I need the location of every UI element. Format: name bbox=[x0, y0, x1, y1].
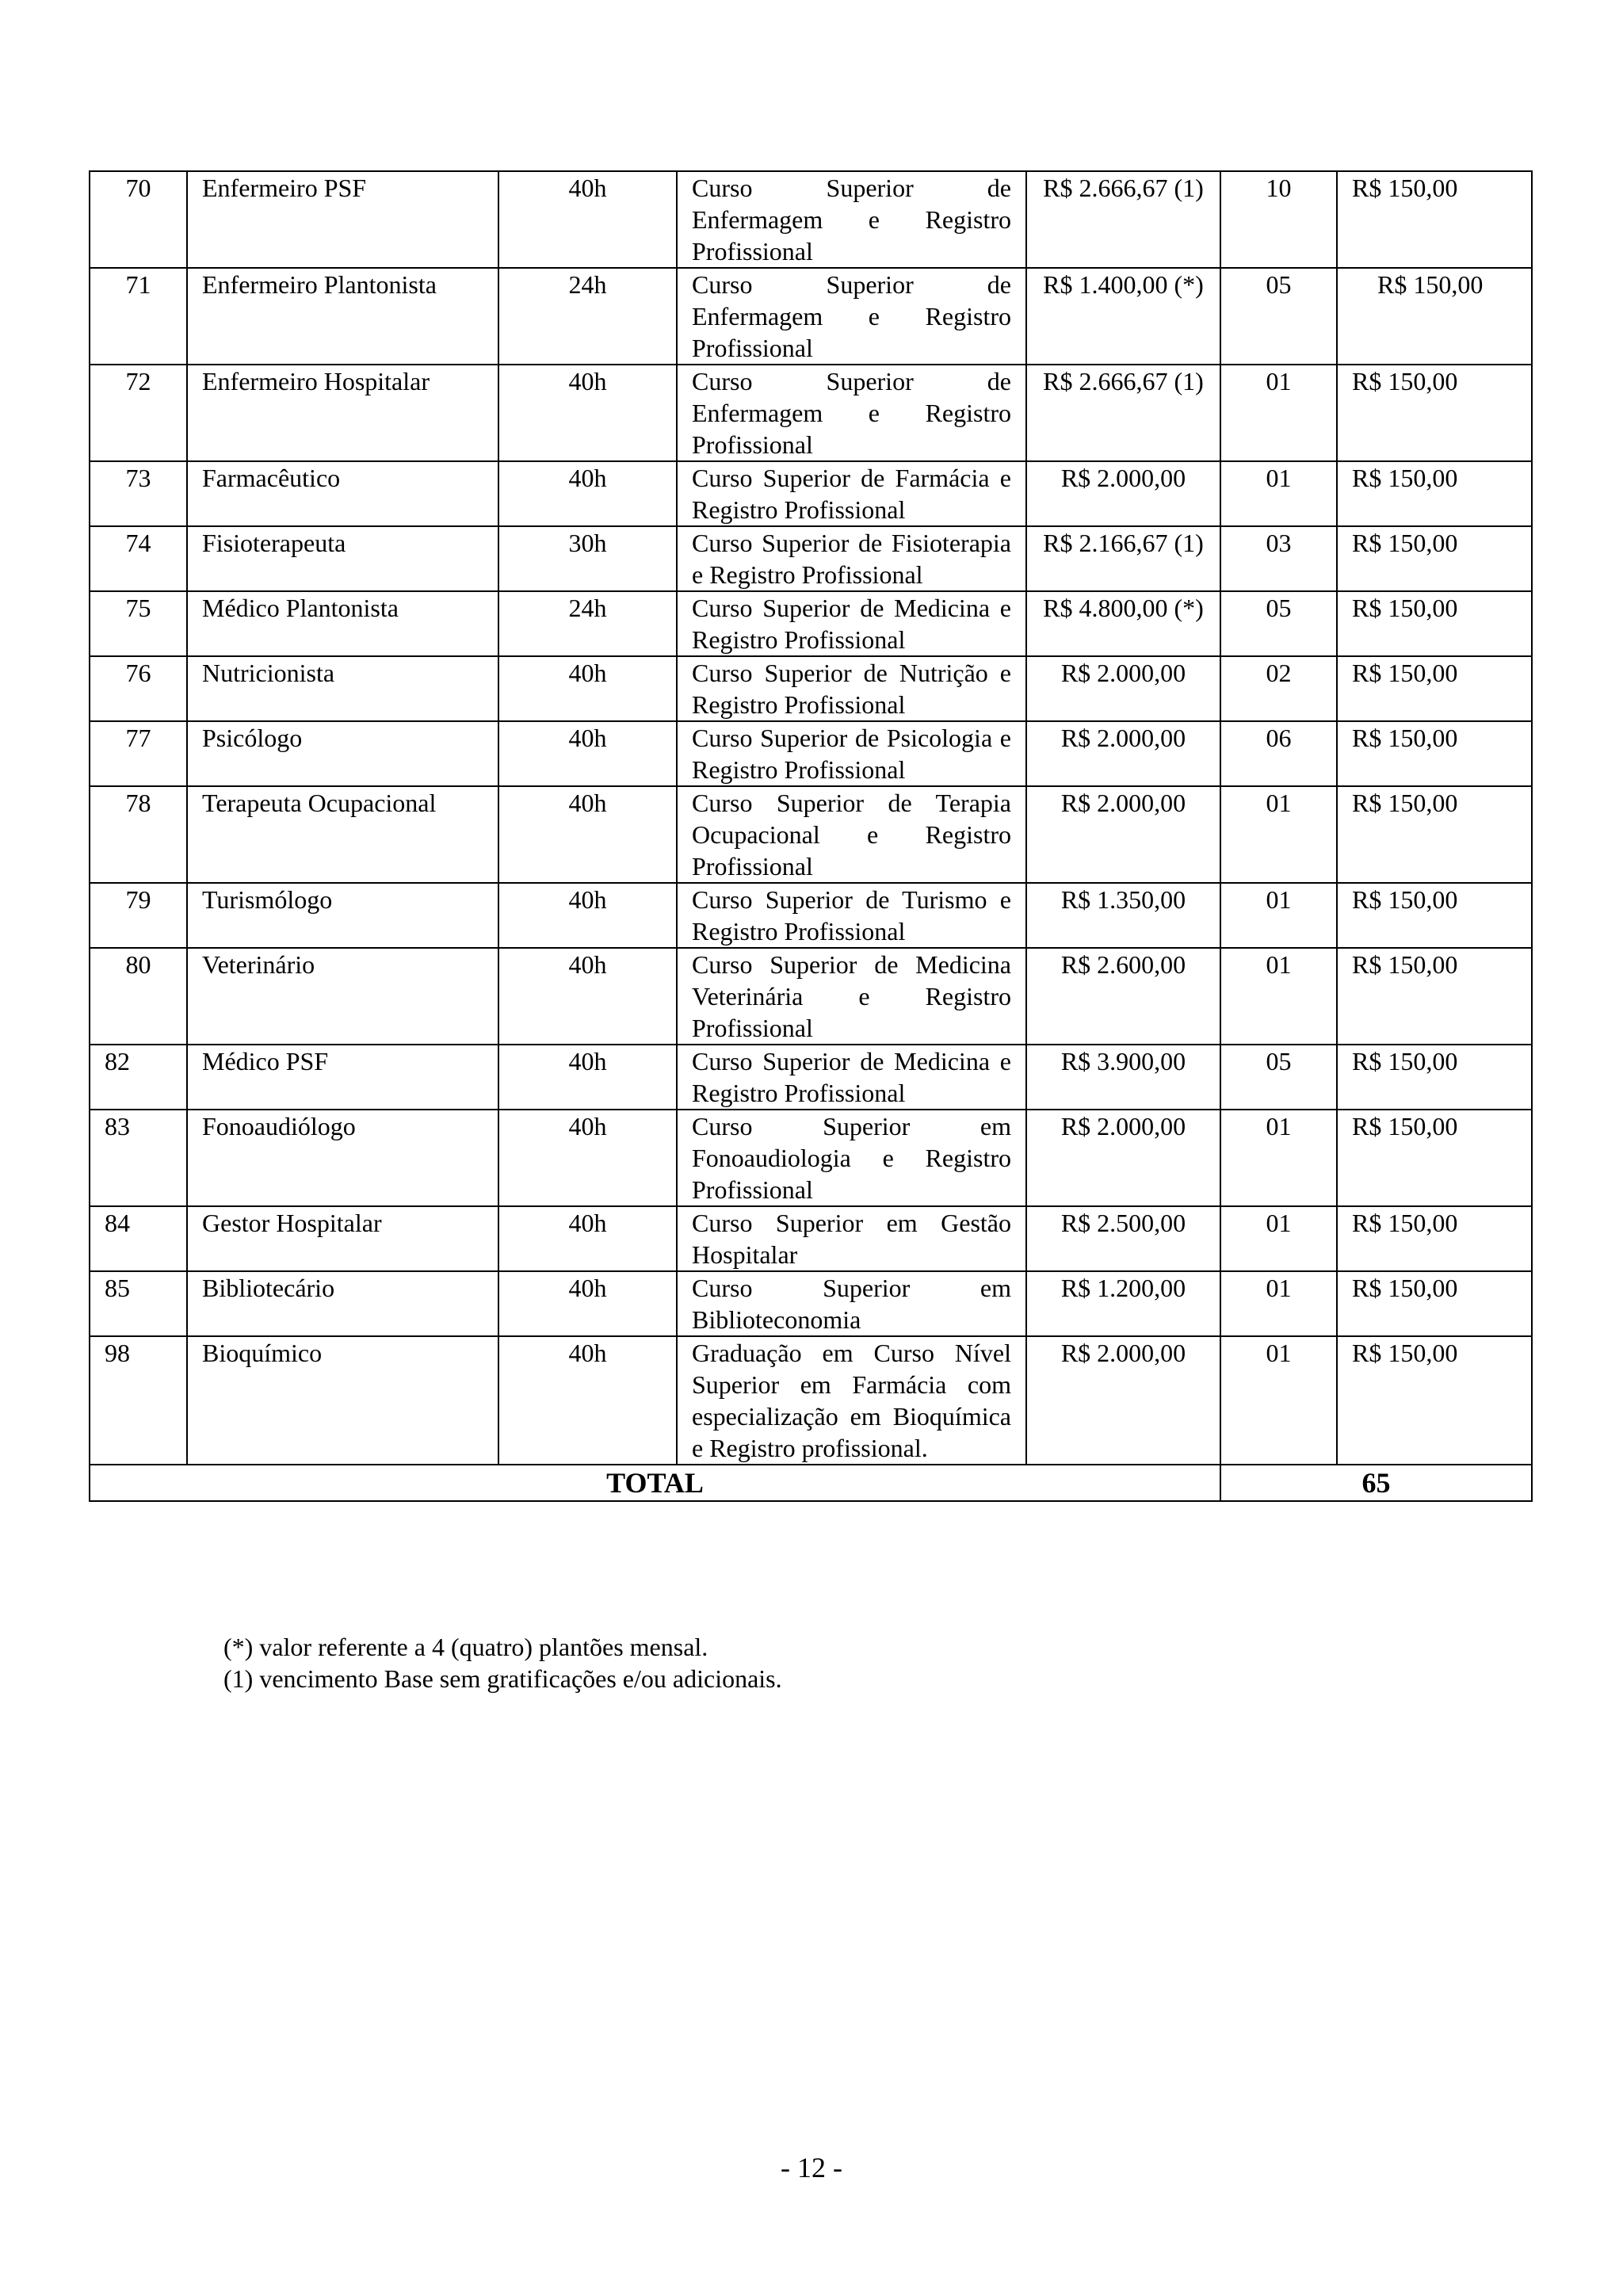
vacancies-cell: 01 bbox=[1220, 365, 1337, 461]
requirement-cell: Curso Superior de Turismo e Registro Profissional bbox=[677, 883, 1026, 948]
positions-table bbox=[89, 170, 1533, 1502]
fee-cell: R$ 150,00 bbox=[1337, 591, 1532, 656]
code-cell: 70 bbox=[90, 171, 187, 268]
fee-cell: R$ 150,00 bbox=[1337, 1045, 1532, 1110]
salary-cell: R$ 2.000,00 bbox=[1026, 461, 1220, 526]
salary-cell: R$ 2.166,67 (1) bbox=[1026, 526, 1220, 591]
role-cell: Enfermeiro PSF bbox=[187, 171, 498, 268]
code-cell: 79 bbox=[90, 883, 187, 948]
footnote-vencimento: (1) vencimento Base sem gratificações e/ou adicionais. bbox=[223, 1664, 782, 1693]
hours-cell: 24h bbox=[498, 591, 677, 656]
requirement-cell: Curso Superior de Medicina e Registro Profissional bbox=[677, 591, 1026, 656]
fee-cell: R$ 150,00 bbox=[1337, 721, 1532, 786]
code-cell: 72 bbox=[90, 365, 187, 461]
requirement-cell: Curso Superior em Fonoaudiologia e Registro Profissional bbox=[677, 1110, 1026, 1206]
salary-cell: R$ 2.600,00 bbox=[1026, 948, 1220, 1045]
hours-cell: 40h bbox=[498, 461, 677, 526]
salary-cell: R$ 4.800,00 (*) bbox=[1026, 591, 1220, 656]
role-cell: Nutricionista bbox=[187, 656, 498, 721]
table-body bbox=[90, 171, 1532, 1501]
fee-cell: R$ 150,00 bbox=[1337, 1336, 1532, 1465]
table-row bbox=[90, 948, 1532, 1045]
fee-cell: R$ 150,00 bbox=[1337, 656, 1532, 721]
hours-cell: 40h bbox=[498, 365, 677, 461]
salary-cell: R$ 2.500,00 bbox=[1026, 1206, 1220, 1271]
vacancies-cell: 10 bbox=[1220, 171, 1337, 268]
requirement-cell: Curso Superior em Biblioteconomia bbox=[677, 1271, 1026, 1336]
fee-cell: R$ 150,00 bbox=[1337, 365, 1532, 461]
fee-cell: R$ 150,00 bbox=[1337, 1206, 1532, 1271]
code-cell: 73 bbox=[90, 461, 187, 526]
total-row bbox=[90, 1465, 1532, 1501]
role-cell: Médico PSF bbox=[187, 1045, 498, 1110]
role-cell: Fisioterapeuta bbox=[187, 526, 498, 591]
table-row bbox=[90, 1271, 1532, 1336]
requirement-cell: Curso Superior de Enfermagem e Registro Profissional bbox=[677, 365, 1026, 461]
total-label: TOTAL bbox=[90, 1465, 1220, 1501]
requirement-cell: Curso Superior de Medicina e Registro Profissional bbox=[677, 1045, 1026, 1110]
requirement-cell: Curso Superior de Farmácia e Registro Profissional bbox=[677, 461, 1026, 526]
vacancies-cell: 05 bbox=[1220, 591, 1337, 656]
footnotes bbox=[223, 1631, 782, 1694]
requirement-cell: Curso Superior de Enfermagem e Registro Profissional bbox=[677, 268, 1026, 365]
hours-cell: 40h bbox=[498, 786, 677, 883]
fee-cell: R$ 150,00 bbox=[1337, 786, 1532, 883]
role-cell: Bioquímico bbox=[187, 1336, 498, 1465]
code-cell: 98 bbox=[90, 1336, 187, 1465]
role-cell: Fonoaudiólogo bbox=[187, 1110, 498, 1206]
vacancies-cell: 01 bbox=[1220, 883, 1337, 948]
table-row bbox=[90, 883, 1532, 948]
table-row bbox=[90, 591, 1532, 656]
table-row bbox=[90, 171, 1532, 268]
table-row bbox=[90, 1206, 1532, 1271]
role-cell: Gestor Hospitalar bbox=[187, 1206, 498, 1271]
code-cell: 85 bbox=[90, 1271, 187, 1336]
hours-cell: 40h bbox=[498, 1045, 677, 1110]
vacancies-cell: 05 bbox=[1220, 1045, 1337, 1110]
salary-cell: R$ 1.350,00 bbox=[1026, 883, 1220, 948]
vacancies-cell: 03 bbox=[1220, 526, 1337, 591]
hours-cell: 40h bbox=[498, 883, 677, 948]
code-cell: 74 bbox=[90, 526, 187, 591]
vacancies-cell: 01 bbox=[1220, 786, 1337, 883]
vacancies-cell: 01 bbox=[1220, 1336, 1337, 1465]
salary-cell: R$ 2.000,00 bbox=[1026, 656, 1220, 721]
hours-cell: 40h bbox=[498, 721, 677, 786]
role-cell: Bibliotecário bbox=[187, 1271, 498, 1336]
vacancies-cell: 01 bbox=[1220, 1110, 1337, 1206]
requirement-cell: Graduação em Curso Nível Superior em Farmácia com especialização em Bioquímica e Registro profissional. bbox=[677, 1336, 1026, 1465]
vacancies-cell: 06 bbox=[1220, 721, 1337, 786]
hours-cell: 30h bbox=[498, 526, 677, 591]
code-cell: 76 bbox=[90, 656, 187, 721]
requirement-cell: Curso Superior em Gestão Hospitalar bbox=[677, 1206, 1026, 1271]
code-cell: 83 bbox=[90, 1110, 187, 1206]
table-row bbox=[90, 1110, 1532, 1206]
salary-cell: R$ 1.200,00 bbox=[1026, 1271, 1220, 1336]
table-row bbox=[90, 1336, 1532, 1465]
code-cell: 75 bbox=[90, 591, 187, 656]
fee-cell: R$ 150,00 bbox=[1337, 1271, 1532, 1336]
fee-cell: R$ 150,00 bbox=[1337, 268, 1532, 365]
fee-cell: R$ 150,00 bbox=[1337, 1110, 1532, 1206]
code-cell: 71 bbox=[90, 268, 187, 365]
hours-cell: 40h bbox=[498, 1206, 677, 1271]
hours-cell: 40h bbox=[498, 948, 677, 1045]
salary-cell: R$ 2.000,00 bbox=[1026, 721, 1220, 786]
vacancies-cell: 01 bbox=[1220, 1271, 1337, 1336]
footnote-plantoes: (*) valor referente a 4 (quatro) plantões mensal. bbox=[223, 1633, 708, 1661]
table-row bbox=[90, 526, 1532, 591]
table-row bbox=[90, 656, 1532, 721]
requirement-cell: Curso Superior de Medicina Veterinária e Registro Profissional bbox=[677, 948, 1026, 1045]
vacancies-cell: 05 bbox=[1220, 268, 1337, 365]
hours-cell: 40h bbox=[498, 656, 677, 721]
role-cell: Farmacêutico bbox=[187, 461, 498, 526]
salary-cell: R$ 2.000,00 bbox=[1026, 1336, 1220, 1465]
role-cell: Terapeuta Ocupacional bbox=[187, 786, 498, 883]
total-value: 65 bbox=[1220, 1465, 1532, 1501]
role-cell: Psicólogo bbox=[187, 721, 498, 786]
vacancies-cell: 01 bbox=[1220, 948, 1337, 1045]
fee-cell: R$ 150,00 bbox=[1337, 461, 1532, 526]
requirement-cell: Curso Superior de Enfermagem e Registro Profissional bbox=[677, 171, 1026, 268]
salary-cell: R$ 3.900,00 bbox=[1026, 1045, 1220, 1110]
salary-cell: R$ 2.000,00 bbox=[1026, 1110, 1220, 1206]
hours-cell: 40h bbox=[498, 1271, 677, 1336]
requirement-cell: Curso Superior de Psicologia e Registro Profissional bbox=[677, 721, 1026, 786]
role-cell: Médico Plantonista bbox=[187, 591, 498, 656]
table-row bbox=[90, 786, 1532, 883]
table-row bbox=[90, 461, 1532, 526]
role-cell: Turismólogo bbox=[187, 883, 498, 948]
page-number: - 12 - bbox=[781, 2152, 842, 2183]
fee-cell: R$ 150,00 bbox=[1337, 948, 1532, 1045]
role-cell: Enfermeiro Plantonista bbox=[187, 268, 498, 365]
code-cell: 77 bbox=[90, 721, 187, 786]
vacancies-cell: 01 bbox=[1220, 1206, 1337, 1271]
vacancies-cell: 01 bbox=[1220, 461, 1337, 526]
fee-cell: R$ 150,00 bbox=[1337, 883, 1532, 948]
role-cell: Enfermeiro Hospitalar bbox=[187, 365, 498, 461]
table-row bbox=[90, 1045, 1532, 1110]
hours-cell: 40h bbox=[498, 171, 677, 268]
requirement-cell: Curso Superior de Fisioterapia e Registro Profissional bbox=[677, 526, 1026, 591]
code-cell: 78 bbox=[90, 786, 187, 883]
salary-cell: R$ 2.666,67 (1) bbox=[1026, 365, 1220, 461]
requirement-cell: Curso Superior de Terapia Ocupacional e Registro Profissional bbox=[677, 786, 1026, 883]
fee-cell: R$ 150,00 bbox=[1337, 171, 1532, 268]
hours-cell: 40h bbox=[498, 1110, 677, 1206]
role-cell: Veterinário bbox=[187, 948, 498, 1045]
vacancies-cell: 02 bbox=[1220, 656, 1337, 721]
requirement-cell: Curso Superior de Nutrição e Registro Profissional bbox=[677, 656, 1026, 721]
code-cell: 82 bbox=[90, 1045, 187, 1110]
hours-cell: 24h bbox=[498, 268, 677, 365]
table-row bbox=[90, 268, 1532, 365]
salary-cell: R$ 2.666,67 (1) bbox=[1026, 171, 1220, 268]
table-row bbox=[90, 365, 1532, 461]
salary-cell: R$ 1.400,00 (*) bbox=[1026, 268, 1220, 365]
code-cell: 80 bbox=[90, 948, 187, 1045]
fee-cell: R$ 150,00 bbox=[1337, 526, 1532, 591]
code-cell: 84 bbox=[90, 1206, 187, 1271]
table-row bbox=[90, 721, 1532, 786]
salary-cell: R$ 2.000,00 bbox=[1026, 786, 1220, 883]
hours-cell: 40h bbox=[498, 1336, 677, 1465]
